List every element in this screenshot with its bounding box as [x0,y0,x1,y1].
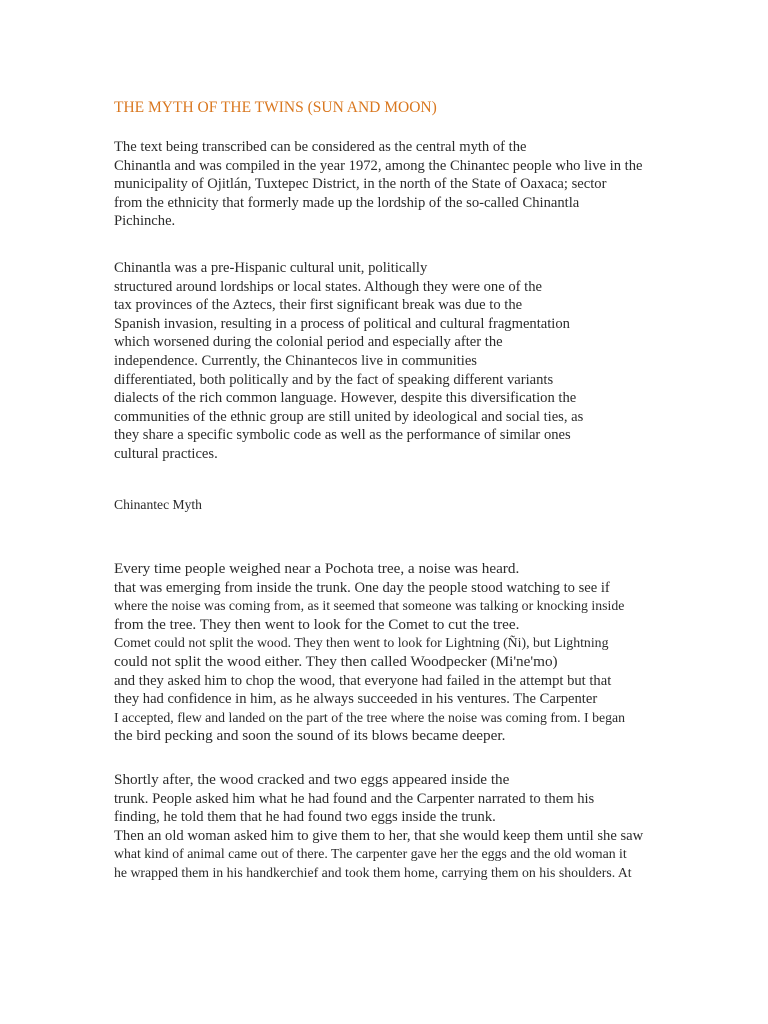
text-line: they had confidence in him, as he always succeeded in his ventures. The Carpenter [114,691,598,708]
text-line: he wrapped them in his handkerchief and took them home, carrying them on his shoulders. At [114,864,632,880]
text-line: Comet could not split the wood. They then went to look for Lightning (Ñi), but Lightning [114,635,609,651]
text-line: communities of the ethnic group are still united by ideological and social ties, as [114,408,584,425]
context-paragraph [114,259,583,464]
text-line: which worsened during the colonial period and especially after the [114,334,503,351]
section-heading: Chinantec Myth [114,497,202,512]
text-line: cultural practices. [114,445,218,462]
text-line: Chinantla was a pre-Hispanic cultural unit, politically [114,260,428,276]
text-line: Spanish invasion, resulting in a process of political and cultural fragmentation [114,315,570,332]
text-line: Shortly after, the wood cracked and two eggs appeared inside the [114,771,510,788]
text-line: structured around lordships or local states. Although they were one of the [114,278,542,295]
text-line: from the tree. They then went to look for the Comet to cut the tree. [114,615,520,633]
text-line: finding, he told them that he had found two eggs inside the trunk. [114,809,496,826]
text-line: they share a specific symbolic code as well as the performance of similar ones [114,427,571,444]
text-line: the bird pecking and soon the sound of its blows became deeper. [114,727,506,745]
text-line: Pichinche. [114,213,176,230]
text-line: trunk. People asked him what he had found and the Carpenter narrated to them his [114,790,595,807]
text-line: The text being transcribed can be considered as the central myth of the [114,139,527,155]
text-line: that was emerging from inside the trunk. One day the people stood watching to see if [114,579,610,596]
document-title: THE MYTH OF THE TWINS (SUN AND MOON) [114,99,437,116]
text-line: dialects of the rich common language. However, despite this diversification the [114,390,577,407]
text-line: I accepted, flew and landed on the part of the tree where the noise was coming from. I began [114,709,626,725]
text-line: differentiated, both politically and by the fact of speaking different variants [114,371,554,388]
text-line: from the ethnicity that formerly made up the lordship of the so-called Chinantla [114,194,580,211]
text-line: Every time people weighed near a Pochota tree, a noise was heard. [114,560,520,577]
myth-paragraph-2 [114,771,643,883]
intro-paragraph [114,138,642,231]
text-line: what kind of animal came out of there. The carpenter gave her the eggs and the old woman it [114,846,627,862]
text-line: tax provinces of the Aztecs, their first significant break was due to the [114,297,523,314]
text-line: independence. Currently, the Chinantecos live in communities [114,352,477,369]
myth-paragraph-1 [114,560,625,746]
text-line: Chinantla and was compiled in the year 1972, among the Chinantec people who live in the [114,157,643,174]
text-line: where the noise was coming from, as it seemed that someone was talking or knocking inside [114,598,625,614]
text-line: Then an old woman asked him to give them to her, that she would keep them until she saw [114,827,644,844]
text-line: and they asked him to chop the wood, that everyone had failed in the attempt but that [114,672,612,689]
text-line: municipality of Ojitlán, Tuxtepec District, in the north of the State of Oaxaca; sector [114,176,607,193]
text-line: could not split the wood either. They then called Woodpecker (Mi'ne'mo) [114,652,558,670]
